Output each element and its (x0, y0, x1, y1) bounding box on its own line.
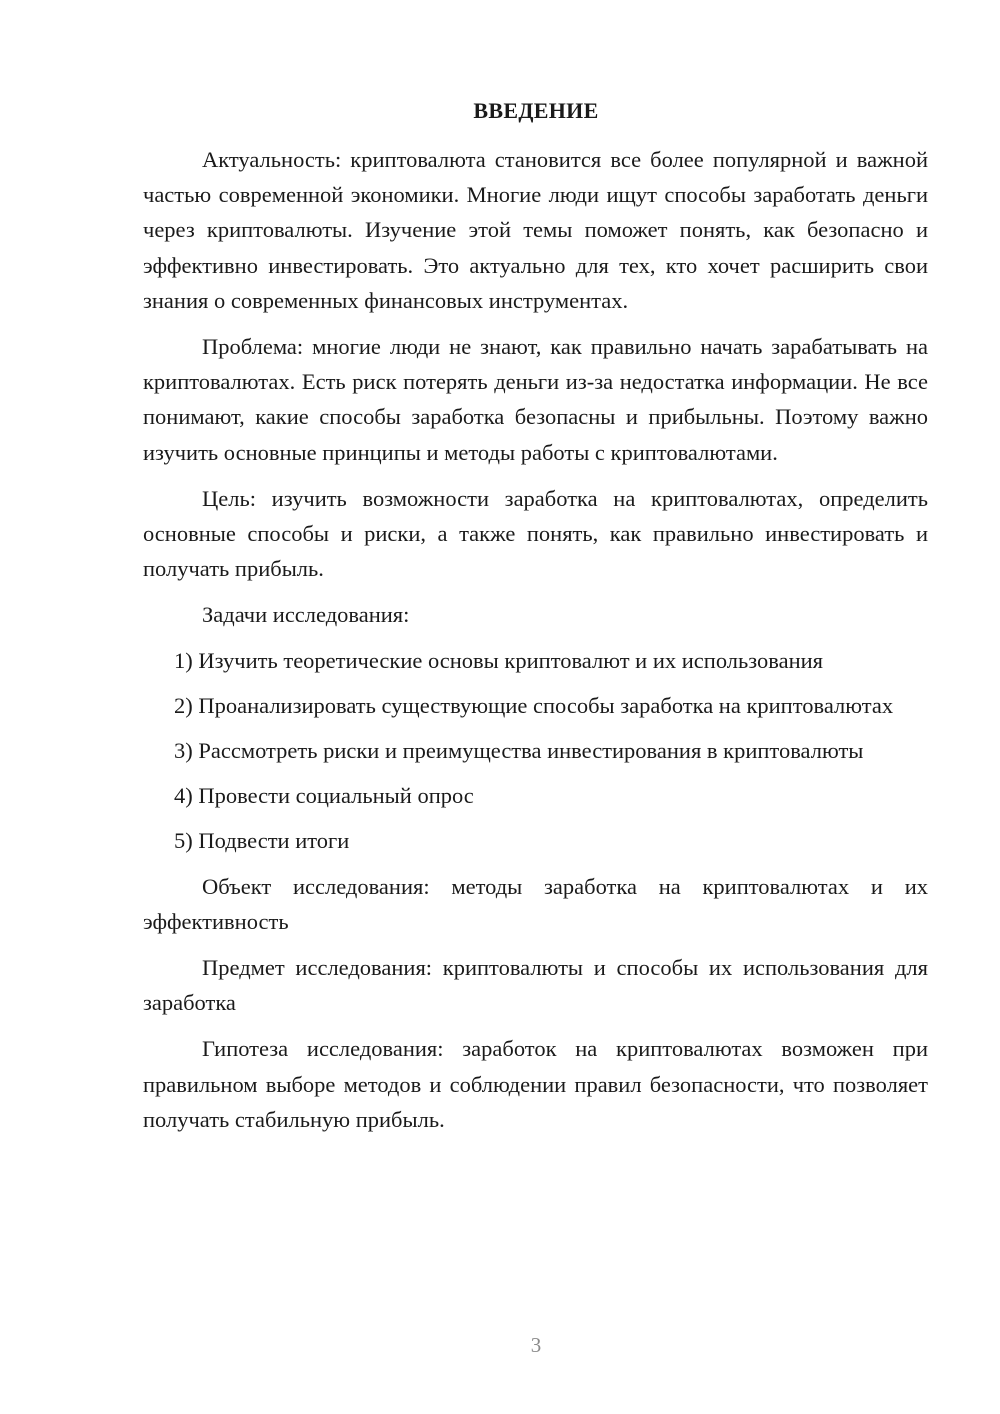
tasks-heading: Задачи исследования: (202, 602, 410, 628)
relevance-paragraph: Актуальность: криптовалюта становится все более популярной и важной частью современной экономики. Многие люди ищут способы заработать деньги через криптовалюты. Изучение этой темы поможет понять, как безопасно и эффективно инвестировать. Это актуально для тех, кто хочет расширить свои знания о современных финансовых инструментах. (143, 147, 928, 313)
page-title: ВВЕДЕНИЕ (473, 98, 599, 123)
page-number: 3 (530, 1333, 542, 1357)
task-item-2: 2) Проанализировать существующие способы заработка на криптовалютах (174, 692, 894, 718)
document-body (143, 142, 928, 1137)
subject-paragraph: Предмет исследования: криптовалюты и способы их использования для заработка (143, 955, 928, 1016)
task-item-4: 4) Провести социальный опрос (174, 783, 474, 809)
problem-paragraph: Проблема: многие люди не знают, как правильно начать зарабатывать на криптовалютах. Есть риск потерять деньги из-за недостатка информации. Не все понимают, какие способы заработка безопасны и прибыльны. Поэтому важно изучить основные принципы и методы работы с криптовалютами. (143, 334, 928, 465)
task-item-1: 1) Изучить теоретические основы криптовалют и их использования (174, 647, 824, 673)
goal-paragraph: Цель: изучить возможности заработка на криптовалютах, определить основные способы и риски, а также понять, как правильно инвестировать и получать прибыль. (143, 485, 928, 582)
task-item-3: 3) Рассмотреть риски и преимущества инвестирования в криптовалюты (174, 738, 864, 764)
object-paragraph: Объект исследования: методы заработка на криптовалютах и их эффективность (143, 873, 928, 934)
task-item-5: 5) Подвести итоги (174, 828, 350, 854)
hypothesis-paragraph: Гипотеза исследования: заработок на криптовалютах возможен при правильном выборе методов и соблюдении правил безопасности, что позволяет получать стабильную прибыль. (143, 1036, 928, 1132)
